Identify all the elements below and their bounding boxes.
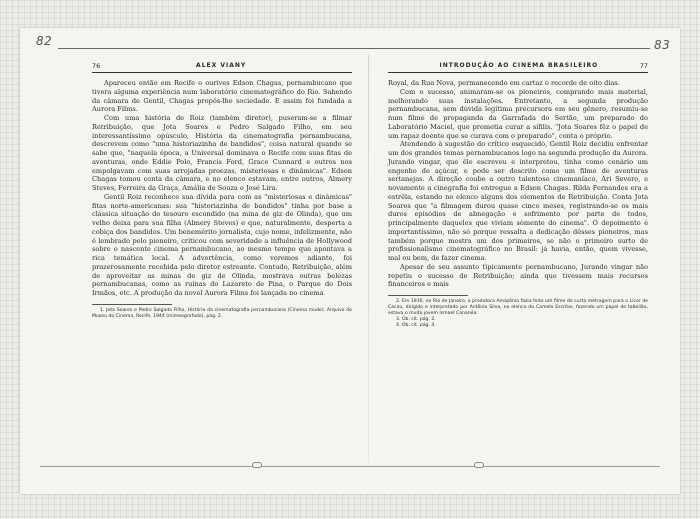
right-running-head xyxy=(388,62,648,73)
paragraph: Com uma história de Roiz (também diretor), puseram-se a filmar Retribuição, que Jota Soares e Pedro Salgado Filho, em seu interessantíssimo opúsculo, História da cinematografia pernambucana, descrevem como "uma historiazinha de bandidos", coisa natural quando se sabe que, "naquela época, a Universal dominava o Recife com suas fitas de aventuras, onde Eddie Polo, Francis Ford, Grace Cunnard e outros nos empolgavam com suas arrojadas proezas, misteriosas e dinâmicas". Edson Chagas tomou conta da câmara, e no elenco estavam, entre outros, Almery Steves, Ferreira da Graça, Amália de Souza e José Lira. xyxy=(92,114,352,192)
paragraph: Atendendo à sugestão do crítico esquecido, Gentil Roiz decidiu enfrentar um dos grandes temas pernambucanos logo na segunda produção da Aurora. Jurando vingar, que êle escreveu e interpretou, tinha como cenário um engenho de açúcar, e pode ser descrito como um filme de aventuras sertanejas. A direção coube a outro talentoso cinemaníaco, Ari Severo, e novamente a cinegrafia foi entregue a Edson Chagas. Rilda Fernandes era a estrêla, estando no elenco alguns dos elementos de Retribuição. Conta Jota Soares que "a filmagem durou quase cinco meses, registrando-se os mais duros episódios de abnegação e sofrimento por parte de todos, principalmente daqueles que viviam sòmente do cinema". O depoimento é importantíssimo, não só porque ressalta a dedicação dêsses pioneiros, mas também porque mostra um dos primeiros, se não o primeiro surto de profissionalismo cinematográfico no Brasil: já havia, então, quem vivesse, mal ou bem, de fazer cinema. xyxy=(388,140,648,262)
footnote: 4. Ob. cit. pág. 4. xyxy=(396,323,436,328)
footnote-rule xyxy=(92,304,172,305)
footnote: 3. Ob. cit. pág. 2. xyxy=(396,317,436,322)
paragraph: Apesar de seu assunto tìpicamente pernambucano, Jurando vingar não repetiu o sucesso de Retribuição; ainda que tivessem mais recursos financeiros e mais xyxy=(388,262,648,289)
handwritten-number-left: 82 xyxy=(36,34,53,48)
bottom-rule xyxy=(40,466,660,467)
top-rule xyxy=(58,48,650,49)
left-running-head xyxy=(92,62,352,73)
left-footnotes xyxy=(92,308,352,320)
left-body-text xyxy=(92,79,352,298)
footnote: 2. Em 1930, no Rio de Janeiro, a produtora Amazônia fazia feito um filme de curta metragem para o Licor de Cacau, dirigido e interpretado por Antônio Silva, no elenco do Camelo Escritor, fazendo um papel de tabelião, estava o muito jovem Ismael Cananéa. xyxy=(388,299,648,316)
paragraph: Com o sucesso, animaram-se os pioneiros, comprando mais material, melhorando suas instalações. Entretanto, a segunda produção pernambucana, sem dúvida legítima precursora em seu gênero, resumiu-se num filme de propaganda da Garrafada do Sertão, um preparado do Laboratório Maciel, que prometia curar a sífilis. "Jota Soares fêz o papel de um rapaz doente que se curava com o preparado", conta o próprio. xyxy=(388,87,648,140)
left-page-number: 76 xyxy=(92,62,101,70)
right-body-text xyxy=(388,79,648,289)
paragraph: Gentil Roiz reconhece sua dívida para com as "misteriosas e dinâmicas" fitas norte-americanas: sua "historiazinha de bandidos" tinha por base a clássica situação do tesouro escondido (na mina de giz de Olinda), que um velho deixa para sua filha (Almery Steves) e que, naturalmente, desperta a cobiça dos bandidos. Um benemérito jornalista, cujo nome, infelizmente, não é lembrado pelo pioneiro, criticou com severidade a influência de Hollywood sobre o nascente cinema pernambucano, ao mesmo tempo que apontava a rica temática local. A advertência, como veremos adiante, foi prazerosamente recebida pelo diretor estreante. Contudo, Retribuição, além de aproveitar as minas de giz de Olinda, mostrava outras belezas pernambucanas, como as ruínas do Lazareto de Pina, o Parque do Dois Irmãos, etc. A produção da novel Aurora Films foi lançada no cinema xyxy=(92,192,352,297)
right-footnotes xyxy=(388,299,648,329)
right-page xyxy=(388,62,648,466)
book-gutter xyxy=(368,55,369,465)
left-page xyxy=(92,62,352,466)
handwritten-number-right: 83 xyxy=(654,38,671,52)
right-running-title: INTRODUÇÃO AO CINEMA BRASILEIRO xyxy=(439,62,599,69)
paragraph: Apareceu então em Recife o ourives Edson Chagas, pernambucano que tivera alguma experiência num laboratório cinematográfico do Rio. Sabendo da câmara de Gentil, Chagas propôs-lhe sociedade. E assim foi fundada a Aurora Films. xyxy=(92,79,352,114)
right-page-number: 77 xyxy=(639,62,648,70)
paragraph: Royal, da Rua Nova, permanecendo em cartaz o recorde de oito dias. xyxy=(388,79,620,87)
left-running-title: ALEX VIANY xyxy=(196,62,247,69)
footnote: 1. Jota Soares e Pedro Salgado Filho, História da cinematografia pernambucana (Cinema mudo). Arquivo do Museu do Cinema, Recife, 1944 (mimeografado), pág. 2. xyxy=(92,307,352,319)
footnote-rule xyxy=(388,295,468,296)
